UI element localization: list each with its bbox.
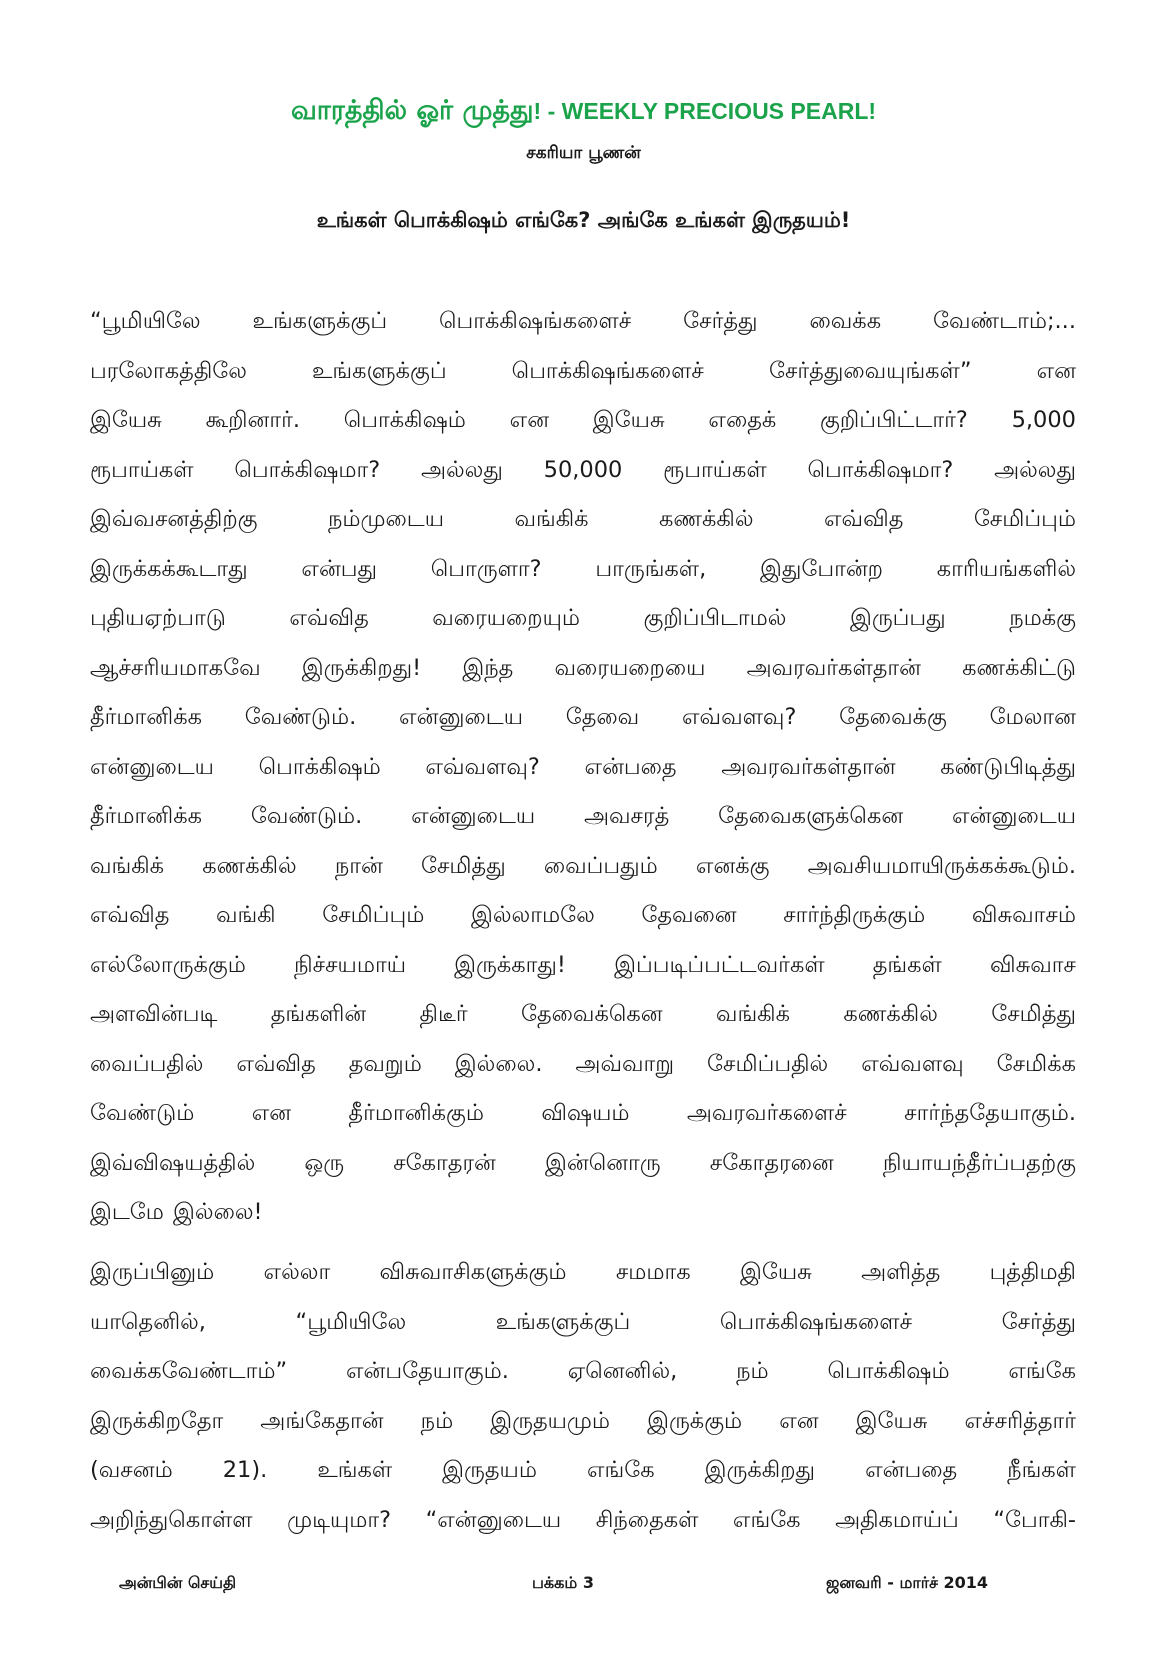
text-line: (வசனம் 21). உங்கள் இருதயம் எங்கே இருக்கிறது என்பதை நீங்கள்: [90, 1457, 1076, 1483]
article-heading: உங்கள் பொக்கிஷம் எங்கே? அங்கே உங்கள் இருதயம்!: [316, 208, 851, 232]
text-line: இருப்பினும் எல்லா விசுவாசிகளுக்கும் சமமாக இயேசு அளித்த புத்திமதி: [90, 1259, 1076, 1285]
text-line: வங்கிக் கணக்கில் நான் சேமித்து வைப்பதும் எனக்கு அவசியமாயிருக்கக்கூடும்.: [90, 852, 1076, 879]
text-line: வேண்டும் என தீர்மானிக்கும் விஷயம் அவரவர்களைச் சார்ந்ததேயாகும்.: [90, 1100, 1076, 1126]
title-english: WEEKLY PRECIOUS PEARL!: [561, 98, 877, 124]
text-line: தீர்மானிக்க வேண்டும். என்னுடைய அவசரத் தேவைகளுக்கென என்னுடைய: [90, 803, 1076, 829]
footer-publication: அன்பின் செய்தி: [119, 1573, 237, 1592]
author-name: சகரியா பூணன்: [526, 143, 641, 163]
text-line: வைக்கவேண்டாம்” என்பதேயாகும். ஏனெனில், நம் பொக்கிஷம் எங்கே: [90, 1358, 1077, 1384]
title-separator: ! -: [533, 98, 562, 124]
text-line: வைப்பதில் எவ்வித தவறும் இல்லை. அவ்வாறு சேமிப்பதில் எவ்வளவு சேமிக்க: [90, 1050, 1076, 1077]
text-line: என்னுடைய பொக்கிஷம் எவ்வளவு? என்பதை அவரவர்கள்தான் கண்டுபிடித்து: [90, 753, 1076, 780]
text-line: ரூபாய்கள் பொக்கிஷமா? அல்லது 50,000 ரூபாய்கள் பொக்கிஷமா? அல்லது: [90, 456, 1076, 483]
title-tamil: வாரத்தில் ஓர் முத்து: [290, 95, 534, 126]
footer-date: ஜனவரி - மார்ச் 2014: [826, 1573, 989, 1592]
paragraph-1: [90, 297, 1076, 1238]
text-line: இடமே இல்லை!: [90, 1199, 263, 1225]
text-line: யாதெனில், “பூமியிலே உங்களுக்குப் பொக்கிஷங்களைச் சேர்த்து: [90, 1308, 1076, 1335]
text-line: புதியஏற்பாடு எவ்வித வரையறையும் குறிப்பிடாமல் இருப்பது நமக்கு: [90, 605, 1076, 631]
text-line: இயேசு கூறினார். பொக்கிஷம் என இயேசு எதைக் குறிப்பிட்டார்? 5,000: [90, 407, 1076, 433]
page-title: [0, 93, 1167, 129]
text-line: இருக்கிறதோ அங்கேதான் நம் இருதயமும் இருக்கும் என இயேசு எச்சரித்தார்: [90, 1407, 1076, 1434]
footer-page-number: பக்கம் 3: [532, 1573, 594, 1592]
text-line: இவ்வசனத்திற்கு நம்முடைய வங்கிக் கணக்கில் எவ்வித சேமிப்பும்: [90, 506, 1076, 532]
text-line: பரலோகத்திலே உங்களுக்குப் பொக்கிஷங்களைச் சேர்த்துவையுங்கள்” என: [90, 357, 1076, 384]
text-line: இவ்விஷயத்தில் ஒரு சகோதரன் இன்னொரு சகோதரனை நியாயந்தீர்ப்பதற்கு: [90, 1149, 1076, 1176]
text-line: எவ்வித வங்கி சேமிப்பும் இல்லாமலே தேவனை சார்ந்திருக்கும் விசுவாசம்: [90, 902, 1076, 928]
text-line: இருக்கக்கூடாது என்பது பொருளா? பாருங்கள், இதுபோன்ற காரியங்களில்: [90, 555, 1076, 582]
text-line: அளவின்படி தங்களின் திடீர் தேவைக்கென வங்கிக் கணக்கில் சேமித்து: [90, 1001, 1076, 1027]
text-line: “பூமியிலே உங்களுக்குப் பொக்கிஷங்களைச் சேர்த்து வைக்க வேண்டாம்;...: [90, 308, 1076, 334]
text-line: தீர்மானிக்க வேண்டும். என்னுடைய தேவை எவ்வளவு? தேவைக்கு மேலான: [90, 704, 1076, 730]
text-line: அறிந்துகொள்ள முடியுமா? “என்னுடைய சிந்தைகள் எங்கே அதிகமாய்ப் “போகி-: [90, 1506, 1076, 1533]
text-line: எல்லோருக்கும் நிச்சயமாய் இருக்காது! இப்படிப்பட்டவர்கள் தங்கள் விசுவாச: [90, 951, 1076, 978]
paragraph-2: [90, 1248, 1076, 1545]
text-line: ஆச்சரியமாகவே இருக்கிறது! இந்த வரையறையை அவரவர்கள்தான் கணக்கிட்டு: [90, 654, 1076, 681]
